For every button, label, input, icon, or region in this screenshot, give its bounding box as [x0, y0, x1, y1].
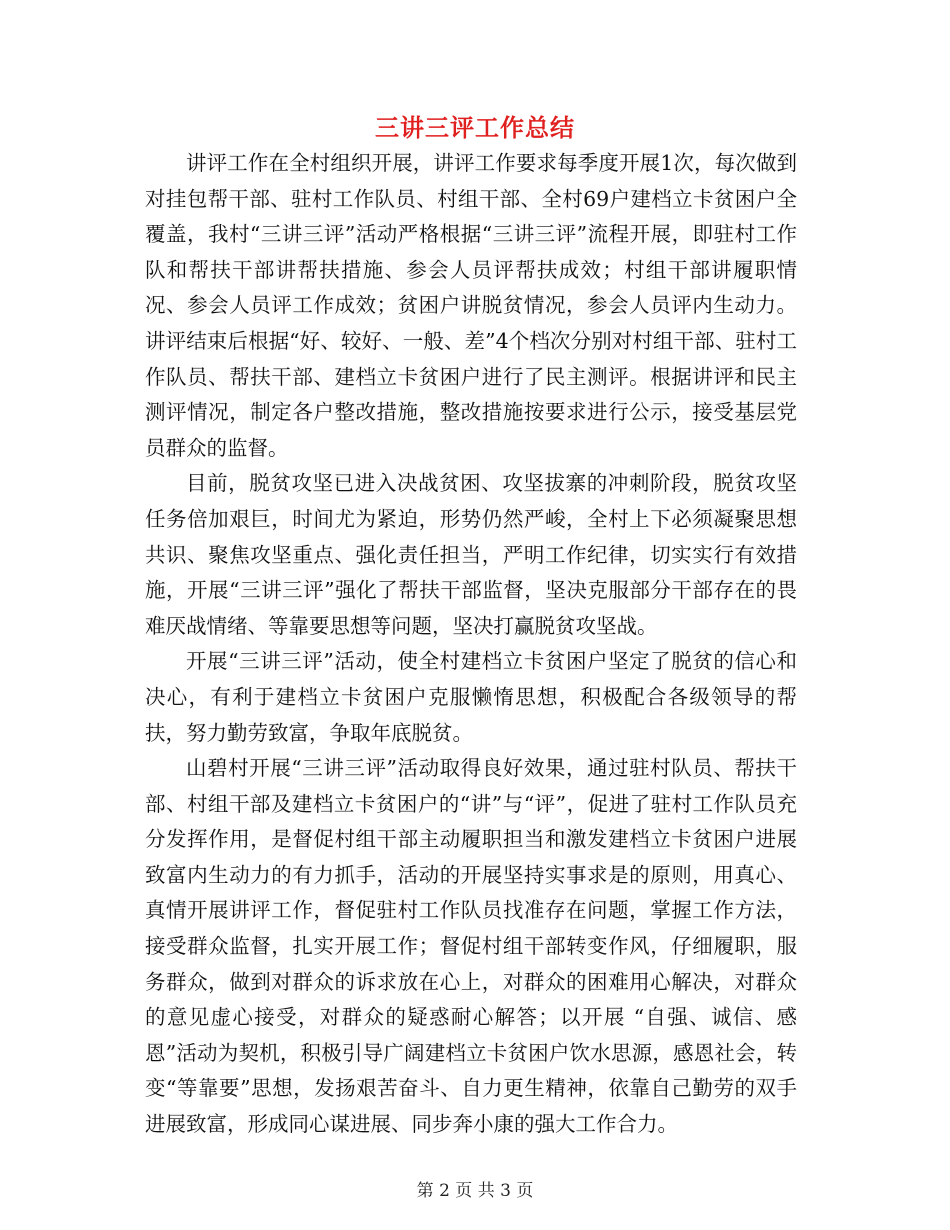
document-body	[145, 146, 797, 1143]
body-paragraph: 开展“三讲三评”活动，使全村建档立卡贫困户坚定了脱贫的信心和决心，有利于建档立卡贫困户克服懒惰思想，积极配合各级领导的帮扶，努力勤劳致富，争取年底脱贫。	[145, 649, 797, 745]
document-title: 三讲三评工作总结	[375, 113, 575, 142]
page-number-footer: 第 2 页 共 3 页	[416, 1181, 534, 1201]
body-paragraph: 讲评工作在全村组织开展，讲评工作要求每季度开展1次，每次做到对挂包帮干部、驻村工作队员、村组干部、全村69户建档立卡贫困户全覆盖，我村“三讲三评”活动严格根据“三讲三评”流程开展，即驻村工作队和帮扶干部讲帮扶措施、参会人员评帮扶成效；村组干部讲履职情况、参会人员评工作成效；贫困户讲脱贫情况，参会人员评内生动力。讲评结束后根据“好、较好、一般、差”4个档次分别对村组干部、驻村工作队员、帮扶干部、建档立卡贫困户进行了民主测评。根据讲评和民主测评情况，制定各户整改措施，整改措施按要求进行公示，接受基层党员群众的监督。	[145, 151, 797, 460]
body-paragraph: 山碧村开展“三讲三评”活动取得良好效果，通过驻村队员、帮扶干部、村组干部及建档立卡贫困户的“讲”与“评”，促进了驻村工作队员充分发挥作用，是督促村组干部主动履职担当和激发建档立卡贫困户进展致富内生动力的有力抓手，活动的开展坚持实事求是的原则，用真心、真情开展讲评工作，督促驻村工作队员找准存在问题，掌握工作方法，接受群众监督，扎实开展工作；督促村组干部转变作风，仔细履职，服务群众，做到对群众的诉求放在心上，对群众的困难用心解决，对群众的意见虚心接受，对群众的疑惑耐心解答；以开展 “自强、诚信、感恩”活动为契机，积极引导广阔建档立卡贫困户饮水思源，感恩社会，转变“等靠要”思想，发扬艰苦奋斗、自力更生精神，依靠自己勤劳的双手进展致富，形成同心谋进展、同步奔小康的强大工作合力。	[145, 756, 797, 1137]
body-paragraph: 目前，脱贫攻坚已进入决战贫困、攻坚拔寨的冲刺阶段，脱贫攻坚任务倍加艰巨，时间尤为紧迫，形势仍然严峻，全村上下必须凝聚思想共识、聚焦攻坚重点、强化责任担当，严明工作纪律，切实实行有效措施，开展“三讲三评”强化了帮扶干部监督，坚决克服部分干部存在的畏难厌战情绪、等靠要思想等问题，坚决打赢脱贫攻坚战。	[145, 471, 797, 638]
